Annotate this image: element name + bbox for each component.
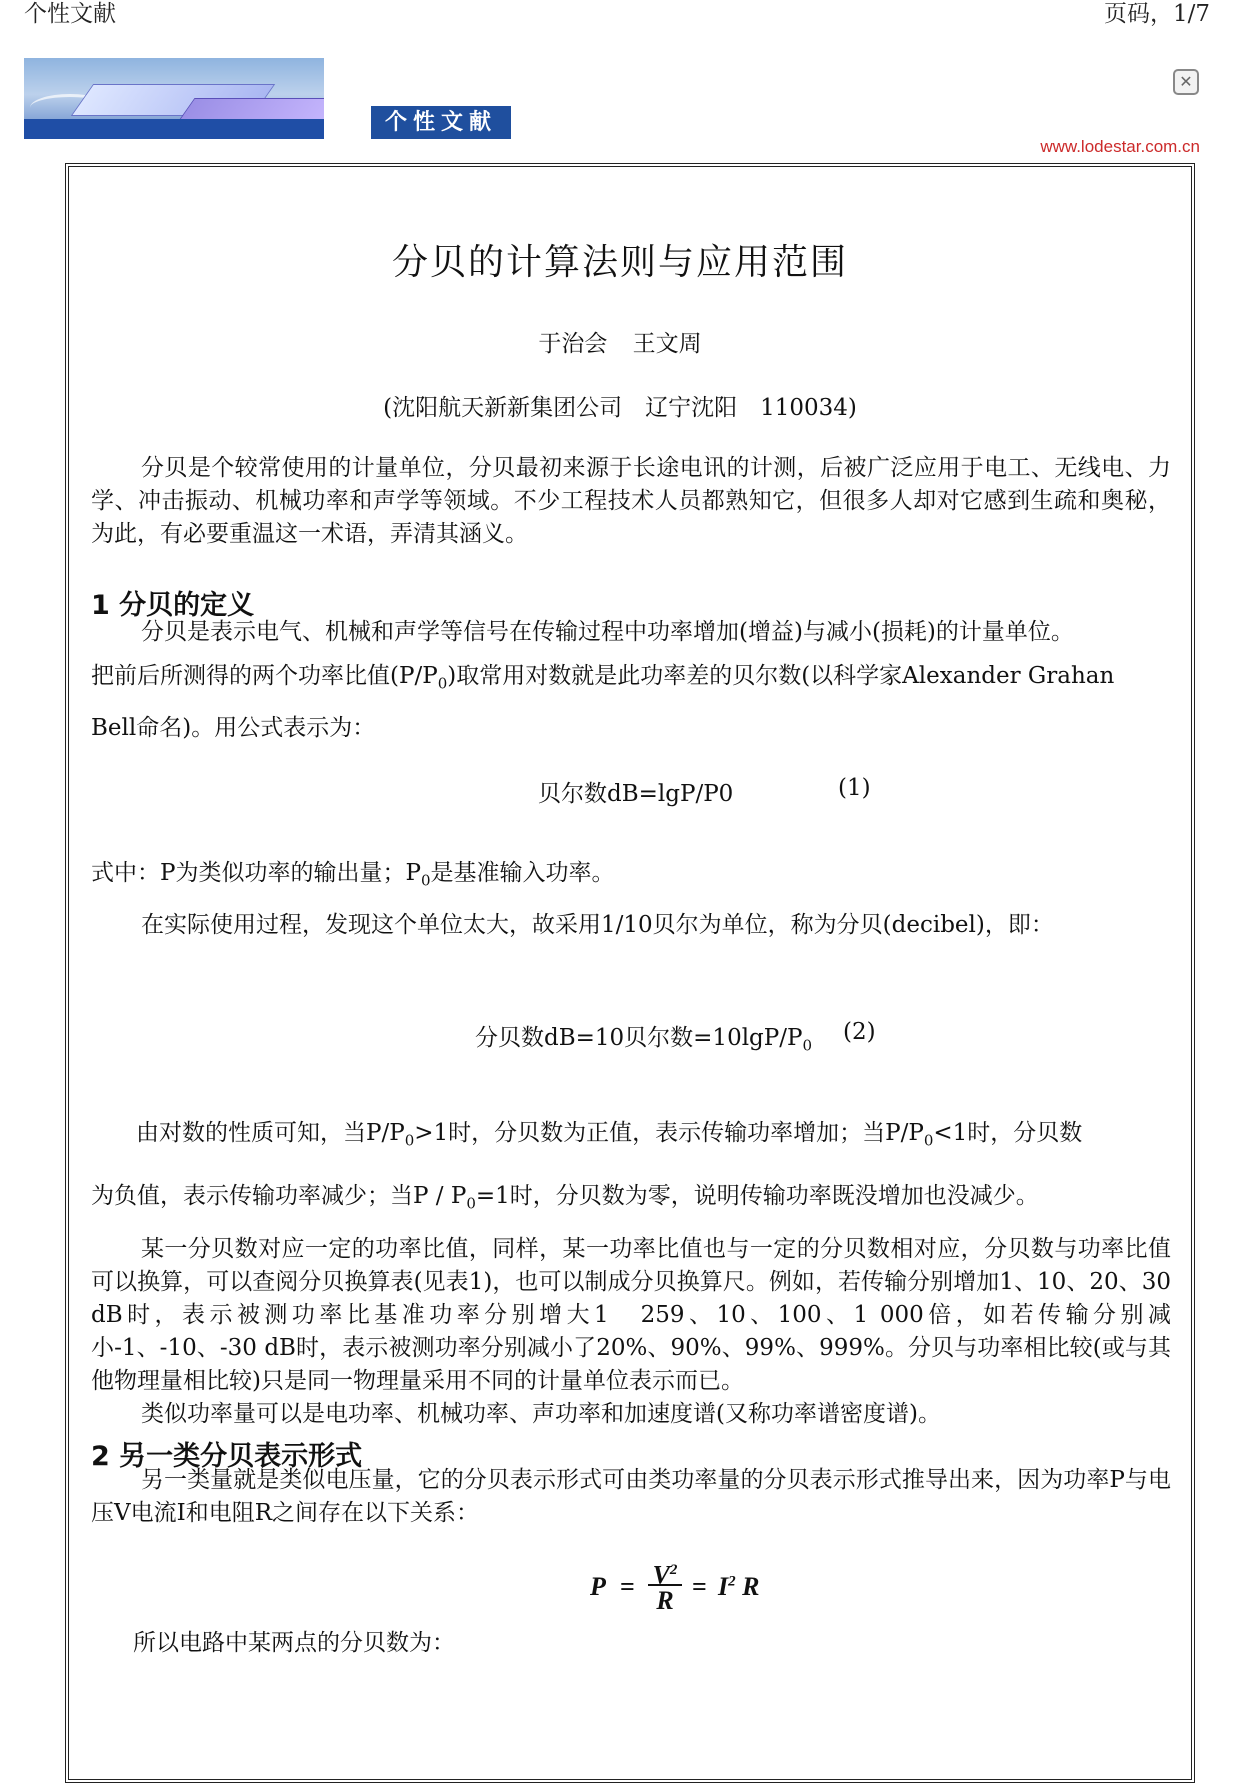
affiliation: (沈阳航天新新集团公司 辽宁沈阳 110034) bbox=[383, 395, 857, 421]
sec1-paragraph-4: 由对数的性质可知，当$P/P_0>1$时，分贝数为正值，表示传输功率增加；当$P/P_0<1$时，分贝数 bbox=[136, 1120, 1083, 1150]
authors: 于治会 王文周 bbox=[538, 331, 702, 357]
sec2-paragraph-1: 另一类量就是类似电压量，它的分贝表示形式可由类功率量的分贝表示形式推导出来，因为功率P与电压V电流I和电阻R之间存在以下关系： bbox=[91, 1467, 1171, 1526]
section-1-heading: 1 分贝的定义 bbox=[91, 590, 255, 621]
equation-1-number: (1) bbox=[838, 775, 871, 801]
sec1-paragraph-2-cont: Bell命名)。用公式表示为： bbox=[91, 715, 376, 741]
sec1-paragraph-3: 在实际使用过程，发现这个单位太大，故采用1/10贝尔为单位，称为分贝(decibel)，即： bbox=[141, 912, 1054, 938]
close-icon[interactable]: ✕ bbox=[1173, 69, 1199, 95]
sec1-paragraph-5: 为负值，表示传输功率减少；当$P / P_0=1$时，分贝数为零，说明传输功率既没增加也没减少。 bbox=[91, 1183, 1039, 1213]
logo: 个性文献 bbox=[371, 106, 511, 139]
page-number: 页码，1/7 bbox=[1103, 1, 1210, 27]
equation-2: 分贝数dB=10贝尔数$=10\lg P/P_0$ bbox=[475, 1025, 813, 1055]
intro-paragraph: 分贝是个较常使用的计量单位，分贝最初来源于长途电讯的计测，后被广泛应用于电工、无线电、力学、冲击振动、机械功率和声学等领域。不少工程技术人员都熟知它，但很多人却对它感到生疏和奥秘，为此，有必要重温这一术语，弄清其涵义。 bbox=[91, 455, 1171, 547]
sec1-paragraph-2: 把前后所测得的两个功率比值$(P/P_0)$取常用对数就是此功率差的贝尔数(以科学家Alexander Grahan bbox=[91, 663, 1115, 693]
sec1-paragraph-7: 类似功率量可以是电功率、机械功率、声功率和加速度谱(又称功率谱密度谱)。 bbox=[141, 1401, 941, 1427]
sec1-paragraph-1: 分贝是表示电气、机械和声学等信号在传输过程中功率增加(增益)与减小(损耗)的计量单位。 bbox=[141, 619, 1074, 645]
equation-1: 贝尔数dB=lgP/P0 bbox=[538, 781, 734, 807]
section-2-heading: 2 另一类分贝表示形式 bbox=[91, 1441, 363, 1472]
article-title: 分贝的计算法则与应用范围 bbox=[391, 242, 848, 283]
sec2-paragraph-2: 所以电路中某两点的分贝数为： bbox=[133, 1630, 455, 1656]
banner-image bbox=[24, 58, 324, 139]
site-url[interactable]: www.lodestar.com.cn bbox=[1040, 137, 1200, 156]
where-clause: 式中：P为类似功率的输出量；$P_0$是基准输入功率。 bbox=[91, 860, 615, 890]
sec1-paragraph-6: 某一分贝数对应一定的功率比值，同样，某一功率比值也与一定的分贝数相对应，分贝数与功率比值可以换算，可以查阅分贝换算表(见表1)，也可以制成分贝换算尺。例如，若传输分别增加1、10、20、30 dB时，表示被测功率比基准功率分别增大1 259、10、100、1 000倍，如若传输分别减小-1、-10、-30 dB时，表示被测功率分别减小了20%、90%、99%、999%。分贝与功率相比较(或与其他物理量相比较)只是同一物理量采用不同的计量单位表示而已。 bbox=[91, 1236, 1171, 1394]
equation-2-number: (2) bbox=[843, 1019, 876, 1045]
running-header-left: 个性文献 bbox=[24, 1, 116, 27]
